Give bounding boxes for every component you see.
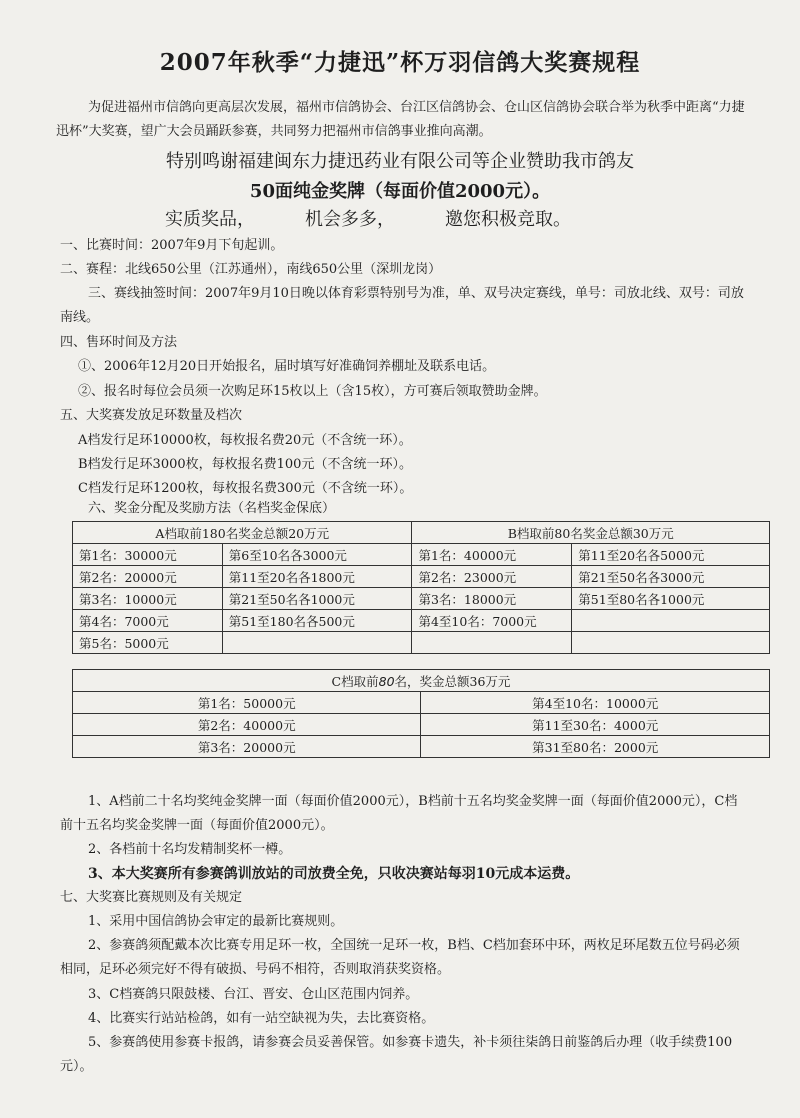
table-row — [73, 610, 770, 632]
table-row — [73, 544, 770, 566]
slogan-2: 机会多多， — [305, 209, 395, 230]
table-cell: 第3名：20000元 — [73, 736, 421, 758]
table-cell: 第21至50名各1000元 — [222, 588, 412, 610]
table-cell — [572, 610, 770, 632]
table-row — [73, 566, 770, 588]
section-3: 三、赛线抽签时间：2007年9月10日晚以体育彩票特别号为准，单、双号决定赛线，单号：司放北线、双号：司放南线。 — [60, 286, 744, 325]
table-cell: 第5名：5000元 — [73, 632, 223, 654]
table-row — [73, 692, 770, 714]
table-cell: 第2名：20000元 — [73, 566, 223, 588]
table-cell: 第51至80名各1000元 — [572, 588, 770, 610]
table-cell: 第4至10名：7000元 — [412, 610, 572, 632]
section-1: 一、比赛时间：2007年9月下旬起训。 — [60, 238, 284, 253]
prize-table-c — [72, 669, 770, 758]
table-row — [73, 670, 770, 692]
table-cell: 第11至30名：4000元 — [421, 714, 770, 736]
section-5: 五、大奖赛发放足环数量及档次 — [60, 408, 243, 423]
table-cell: 第3名：10000元 — [73, 588, 223, 610]
section-5-c: C档发行足环1200枚，每枚报名费300元（不含统一环）。 — [78, 481, 413, 496]
table-cell: 第31至80名：2000元 — [421, 736, 770, 758]
table-row — [73, 522, 770, 544]
section-4: 四、售环时间及方法 — [60, 335, 178, 350]
table-cell: 第1名：30000元 — [73, 544, 223, 566]
intro-paragraph: 为促进福州市信鸽向更高层次发展，福州市信鸽协会、台江区信鸽协会、仓山区信鸽协会联合举为秋季中距离“力捷迅杯”大奖赛，望广大会员踊跃参赛，共同努力把福州市信鸽事业推向高潮。 — [56, 100, 745, 139]
medal-line: 50面纯金奖牌（每面价值2000元）。 — [249, 181, 551, 202]
rule-7-1: 1、采用中国信鸽协会审定的最新比赛规则。 — [88, 914, 344, 929]
table-row — [73, 736, 770, 758]
sponsor-line: 特别鸣谢福建闽东力捷迅药业有限公司等企业赞助我市鸽友 — [166, 151, 634, 172]
rule-6-1: 1、A档前二十名均奖纯金奖牌一面（每面价值2000元），B档前十五名均奖金奖牌一面（每面价值2000元），C档前十五名均奖金奖牌一面（每面价值2000元）。 — [60, 794, 738, 833]
slogan-line — [165, 208, 665, 232]
slogan-1: 实质奖品， — [165, 209, 255, 230]
rule-6-2: 2、各档前十名均发精制奖杯一樽。 — [88, 842, 292, 857]
table-cell: 第1名：40000元 — [412, 544, 572, 566]
c-header-handwritten: 80 — [378, 673, 395, 689]
rule-7-5: 5、参赛鸽使用参赛卡报鸽，请参赛会员妥善保管。如参赛卡遗失，补卡须往柒鸽日前鉴鸽后办理（收手续费100元）。 — [60, 1035, 733, 1074]
table-cell: 第21至50名各3000元 — [572, 566, 770, 588]
section-5-a: A档发行足环10000枚，每枚报名费20元（不含统一环）。 — [78, 433, 412, 448]
section-7-title: 七、大奖赛比赛规则及有关规定 — [60, 890, 243, 905]
table-cell — [412, 632, 572, 654]
table-row — [73, 588, 770, 610]
table-cell: 第11至20名各5000元 — [572, 544, 770, 566]
table-cell: 第51至180名各500元 — [222, 610, 412, 632]
table-cell: 第6至10名各3000元 — [222, 544, 412, 566]
a-header: A档取前180名奖金总额20万元 — [73, 522, 412, 544]
section-6: 六、奖金分配及奖励方法（名档奖金保底） — [88, 501, 336, 516]
c-header-pre: C档取前 — [331, 673, 379, 689]
prize-table-ab — [72, 521, 770, 654]
table-cell — [222, 632, 412, 654]
document-title: 2007年秋季“力捷迅”杯万羽信鸽大奖赛规程 — [159, 49, 641, 76]
section-2: 二、赛程：北线650公里（江苏通州），南线650公里（深圳龙岗） — [60, 262, 442, 277]
table-row — [73, 632, 770, 654]
table-cell: 第2名：40000元 — [73, 714, 421, 736]
section-4-item-2: ②、报名时每位会员须一次购足环15枚以上（含15枚），方可赛后领取赞助金牌。 — [78, 384, 547, 399]
c-header-post: 名，奖金总额36万元 — [394, 673, 511, 689]
table-cell: 第4至10名：10000元 — [421, 692, 770, 714]
table-cell: 第1名：50000元 — [73, 692, 421, 714]
rule-6-3: 3、本大奖赛所有参赛鸽训放站的司放费全免，只收决赛站每羽10元成本运费。 — [88, 866, 580, 882]
rule-7-4: 4、比赛实行站站检鸽，如有一站空缺视为失，去比赛资格。 — [88, 1011, 435, 1026]
c-header — [73, 670, 770, 692]
table-cell — [572, 632, 770, 654]
table-cell: 第2名：23000元 — [412, 566, 572, 588]
slogan-3: 邀您积极竞取。 — [445, 209, 571, 230]
rule-7-3: 3、C档赛鸽只限鼓楼、台江、晋安、仓山区范围内饲养。 — [88, 987, 419, 1002]
b-header: B档取前80名奖金总额30万元 — [412, 522, 770, 544]
table-row — [73, 714, 770, 736]
table-cell: 第11至20名各1800元 — [222, 566, 412, 588]
section-4-item-1: ①、2006年12月20日开始报名，届时填写好准确饲养棚址及联系电话。 — [78, 359, 496, 374]
table-cell: 第3名：18000元 — [412, 588, 572, 610]
section-5-b: B档发行足环3000枚，每枚报名费100元（不含统一环）。 — [78, 457, 412, 472]
rule-7-2: 2、参赛鸽须配戴本次比赛专用足环一枚，全国统一足环一枚，B档、C档加套环中环，两枚足环尾数五位号码必须相同，足环必须完好不得有破损、号码不相符，否则取消获奖资格。 — [60, 938, 740, 977]
table-cell: 第4名：7000元 — [73, 610, 223, 632]
